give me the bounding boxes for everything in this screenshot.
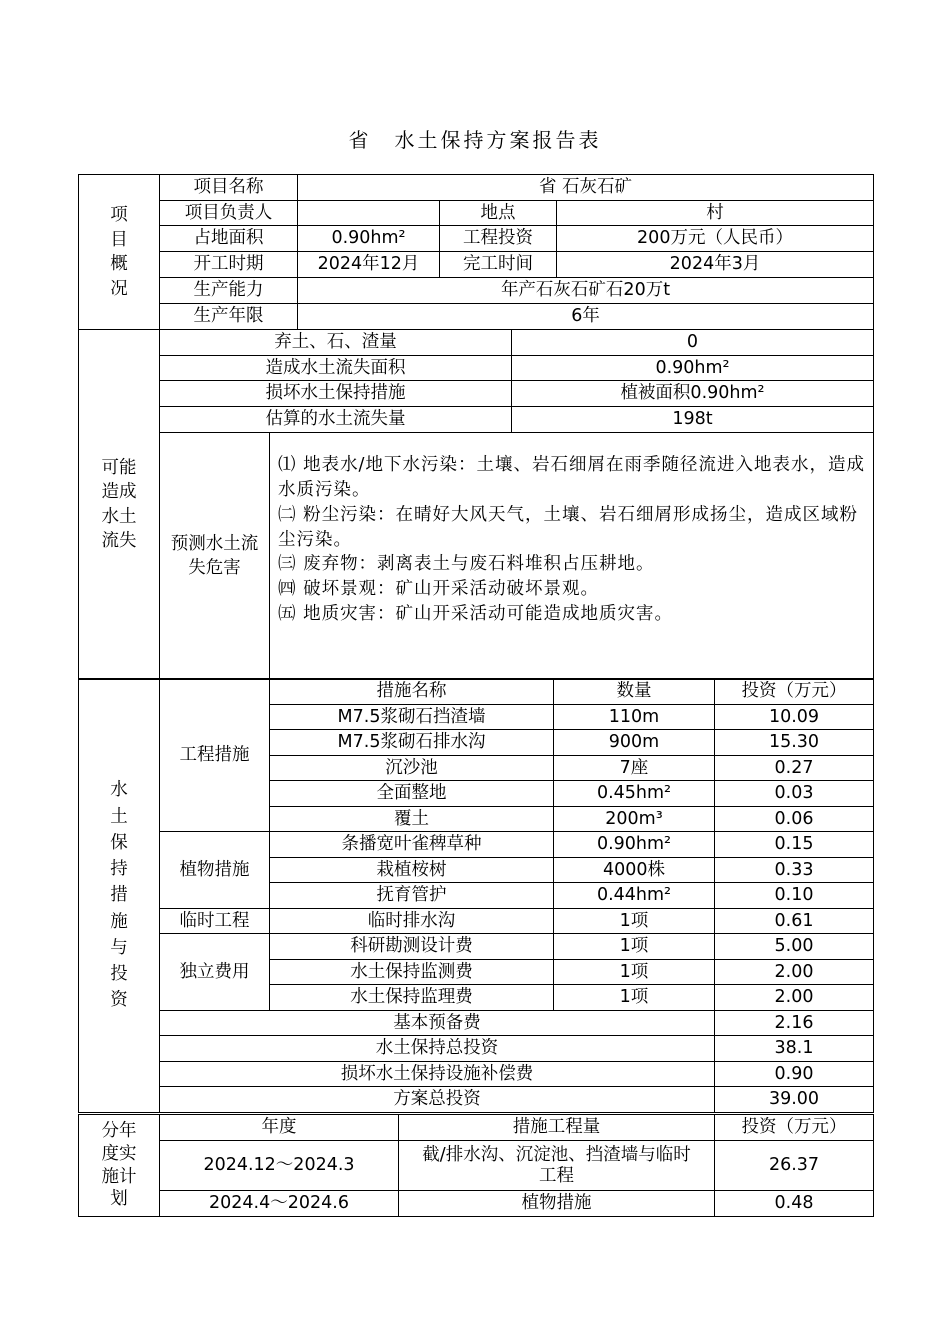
measure-qty: 0.45hm²	[554, 781, 715, 807]
measure-qty: 1项	[554, 960, 715, 985]
measure-inv: 0.61	[715, 909, 874, 934]
capacity-value: 年产石灰石矿石20万t	[298, 278, 874, 304]
end-label: 完工时间	[440, 252, 557, 278]
measure-name: 沉沙池	[270, 756, 554, 781]
loss-row-value: 198t	[512, 407, 874, 433]
measure-inv: 0.10	[715, 883, 874, 909]
plant-group-label: 植物措施	[160, 832, 270, 909]
project-leader-label: 项目负责人	[160, 201, 298, 226]
plan-header-work: 措施工程量	[399, 1115, 715, 1141]
measure-inv: 0.03	[715, 781, 874, 807]
measure-qty: 0.90hm²	[554, 832, 715, 858]
measure-qty: 4000株	[554, 858, 715, 883]
location-label: 地点	[440, 201, 557, 226]
plan-inv: 26.37	[715, 1141, 874, 1191]
investment-label: 工程投资	[440, 226, 557, 252]
measure-inv: 10.09	[715, 705, 874, 730]
measure-inv: 2.00	[715, 960, 874, 985]
measure-qty: 1项	[554, 934, 715, 960]
hazard-label: 预测水土流失危害	[160, 433, 270, 680]
measure-inv: 0.06	[715, 807, 874, 832]
measure-inv: 0.27	[715, 756, 874, 781]
loss-row-label: 造成水土流失面积	[160, 356, 512, 381]
measure-qty: 200m³	[554, 807, 715, 832]
plan-header-year: 年度	[160, 1115, 399, 1141]
overview-table	[78, 174, 874, 330]
total-value: 38.1	[715, 1036, 874, 1062]
years-value: 6年	[298, 304, 874, 330]
loss-row-value: 植被面积0.90hm²	[512, 381, 874, 407]
start-value: 2024年12月	[298, 252, 440, 278]
header-quantity: 数量	[554, 679, 715, 705]
plan-work: 植物措施	[399, 1191, 715, 1217]
measure-name: 全面整地	[270, 781, 554, 807]
measure-name: 科研勘测设计费	[270, 934, 554, 960]
temp-group-label: 临时工程	[160, 909, 270, 934]
indep-group-label: 独立费用	[160, 934, 270, 1011]
location-value: 村	[557, 201, 874, 226]
eng-group-label: 工程措施	[160, 679, 270, 832]
overview-section-label: 项目概况	[79, 175, 160, 330]
hazard-list	[270, 433, 874, 680]
measure-qty: 900m	[554, 730, 715, 756]
measures-section-label: 水土保持措施与投资	[79, 679, 160, 1113]
measure-inv: 5.00	[715, 934, 874, 960]
report-title: 省 水土保持方案报告表	[348, 128, 602, 152]
project-name-value: 省 石灰石矿	[298, 175, 874, 201]
hazard-item: ㈤ 地质灾害：矿山开采活动可能造成地质灾害。	[278, 604, 674, 625]
project-name-label: 项目名称	[160, 175, 298, 201]
plan-year: 2024.12～2024.3	[160, 1141, 399, 1191]
total-label: 水土保持总投资	[160, 1036, 715, 1062]
measure-qty: 1项	[554, 985, 715, 1011]
measure-inv: 0.33	[715, 858, 874, 883]
header-investment: 投资（万元）	[715, 679, 874, 705]
measure-name: 条播宽叶雀稗草种	[270, 832, 554, 858]
measure-inv: 2.00	[715, 985, 874, 1011]
measure-qty: 110m	[554, 705, 715, 730]
hazard-item: ㈢ 废弃物：剥离表土与废石料堆积占压耕地。	[278, 554, 655, 575]
measure-name: 临时排水沟	[270, 909, 554, 934]
measure-name: 水土保持监测费	[270, 960, 554, 985]
loss-table	[78, 329, 874, 680]
measure-name: M7.5浆砌石排水沟	[270, 730, 554, 756]
loss-row-label: 弃土、石、渣量	[160, 330, 512, 356]
total-value: 0.90	[715, 1062, 874, 1087]
hazard-item: ㈣ 破坏景观：矿山开采活动破坏景观。	[278, 579, 600, 600]
area-label: 占地面积	[160, 226, 298, 252]
hazard-item: ⑴ 地表水/地下水污染：土壤、岩石细屑在雨季随径流进入地表水，造成水质污染。	[278, 455, 865, 500]
plan-inv: 0.48	[715, 1191, 874, 1217]
loss-row-value: 0.90hm²	[512, 356, 874, 381]
total-label: 基本预备费	[160, 1011, 715, 1036]
measure-qty: 1项	[554, 909, 715, 934]
plan-section-label: 分年度实施计划	[79, 1115, 160, 1217]
loss-section-label: 可能造成水土流失	[79, 330, 160, 680]
measure-name: 覆土	[270, 807, 554, 832]
investment-value: 200万元（人民币）	[557, 226, 874, 252]
plan-year: 2024.4～2024.6	[160, 1191, 399, 1217]
plan-work: 截/排水沟、沉淀池、挡渣墙与临时工程	[399, 1141, 715, 1191]
hazard-item: ㈡ 粉尘污染：在晴好大风天气，土壤、岩石细屑形成扬尘，造成区域粉尘污染。	[278, 504, 859, 550]
measure-qty: 0.44hm²	[554, 883, 715, 909]
project-leader-value	[298, 201, 440, 226]
loss-row-value: 0	[512, 330, 874, 356]
end-value: 2024年3月	[557, 252, 874, 278]
measure-name: 水土保持监理费	[270, 985, 554, 1011]
measure-name: M7.5浆砌石挡渣墙	[270, 705, 554, 730]
plan-table	[78, 1114, 874, 1217]
measure-inv: 15.30	[715, 730, 874, 756]
total-label: 损坏水土保持设施补偿费	[160, 1062, 715, 1087]
total-value: 39.00	[715, 1087, 874, 1113]
loss-row-label: 损坏水土保持措施	[160, 381, 512, 407]
capacity-label: 生产能力	[160, 278, 298, 304]
total-label: 方案总投资	[160, 1087, 715, 1113]
total-value: 2.16	[715, 1011, 874, 1036]
area-value: 0.90hm²	[298, 226, 440, 252]
start-label: 开工时期	[160, 252, 298, 278]
measure-name: 栽植桉树	[270, 858, 554, 883]
years-label: 生产年限	[160, 304, 298, 330]
measure-name: 抚育管护	[270, 883, 554, 909]
header-measure-name: 措施名称	[270, 679, 554, 705]
plan-header-inv: 投资（万元）	[715, 1115, 874, 1141]
loss-row-label: 估算的水土流失量	[160, 407, 512, 433]
measures-table	[78, 678, 874, 1113]
measure-qty: 7座	[554, 756, 715, 781]
measure-inv: 0.15	[715, 832, 874, 858]
